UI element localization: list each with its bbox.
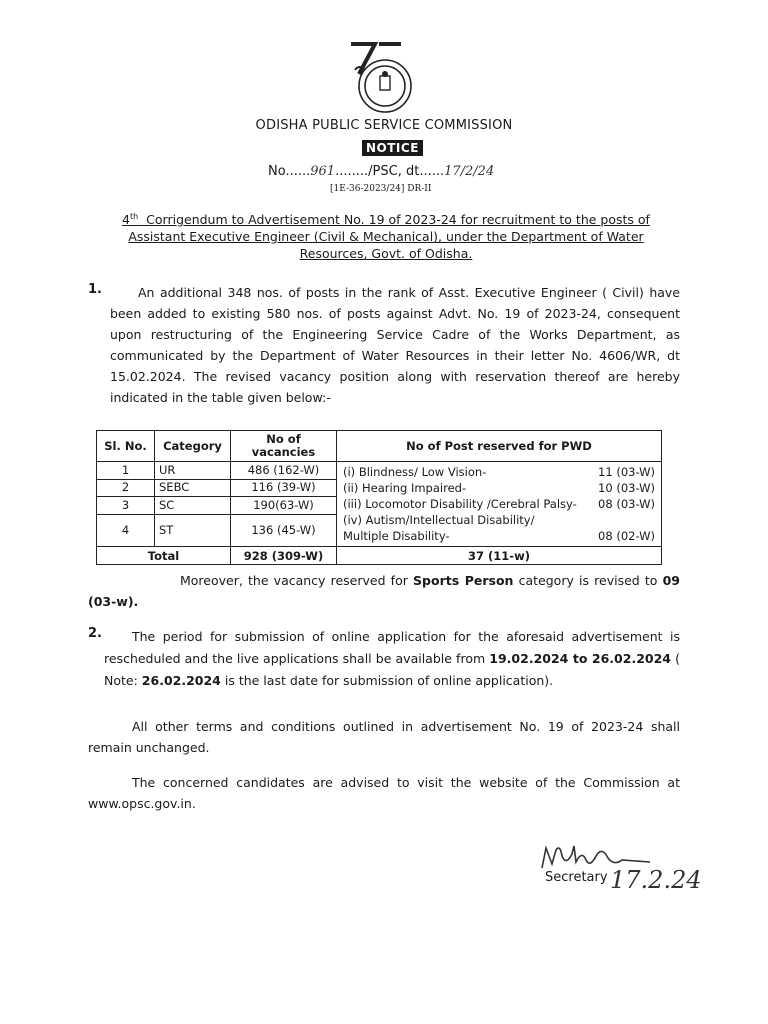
notice-number: 961: [310, 164, 336, 179]
no-prefix: No: [268, 164, 286, 179]
th-vacancies: No of vacancies: [231, 431, 337, 462]
notice-label: NOTICE: [362, 140, 423, 156]
para2-number: 2.: [88, 626, 102, 641]
para3-text: All other terms and conditions outlined in advertisement No. 19 of 2023-24 shall remain unchanged.: [88, 719, 680, 755]
file-reference: [1E-36-2023/24] DR-II: [330, 184, 432, 194]
th-pwd: No of Post reserved for PWD: [337, 431, 662, 462]
para1-text: An additional 348 nos. of posts in the rank of Asst. Executive Engineer ( Civil) have been added to existing 580 nos. of posts against Advt. No. 19 of 2023-24, consequent upon restructuring of the Engineering Service Cadre of the Works Department, as communicated by the Department of Water Resources in their letter No. 4606/WR, dt 15.02.2024. The revised vacancy position along with reservation thereof are hereby indicated in the table given below:-: [110, 285, 680, 405]
table-row: 1 UR 486 (162-W) (i) Blindness/ Low Vision- 11 (03-W) (ii) Hearing Impaired- 10 (03-W) (iii) Locomotor Disability /Cerebral Palsy- 08 (03-W) (iv) Autism/Intellectual Disability/ Multiple Disability- 08 (02-W): [97, 462, 662, 480]
table-total-row: Total 928 (309-W) 37 (11-w): [97, 547, 662, 565]
table-row: 3 SC 190(63-W): [97, 497, 662, 515]
organization-name: ODISHA PUBLIC SERVICE COMMISSION: [255, 118, 513, 133]
vacancy-table: [96, 430, 662, 565]
th-sl-no: Sl. No.: [97, 431, 155, 462]
signature-date: 17.2.24: [610, 866, 702, 894]
opsc-75-logo: [345, 40, 415, 118]
reference-line: No......961......../PSC, dt......17/2/24: [268, 164, 495, 179]
psc-dt-label: /PSC, dt: [368, 164, 420, 179]
th-category: Category: [155, 431, 231, 462]
pwd-breakdown-cell: (i) Blindness/ Low Vision- 11 (03-W) (ii) Hearing Impaired- 10 (03-W) (iii) Locomotor Disability /Cerebral Palsy- 08 (03-W) (iv) Autism/Intellectual Disability/ Multiple Disability- 08 (02-W): [337, 462, 662, 547]
sports-person-para: Moreover, the vacancy reserved for Sports Person category is revised to 09 (03-w).: [88, 573, 681, 609]
para4-text: The concerned candidates are advised to visit the website of the Commission at www.opsc.gov.in.: [88, 775, 680, 811]
signatory-title: Secretary: [545, 870, 608, 885]
table-row: 4 ST 136 (45-W): [97, 514, 662, 546]
subject-text: Corrigendum to Advertisement No. 19 of 2023-24 for recruitment to the posts of Assistant Executive Engineer (Civil & Mechanical), under the Department of Water Resources, Govt. of Odisha.: [128, 212, 650, 262]
para2-text: The period for submission of online application for the aforesaid advertisement is rescheduled and the live applications shall be available from 19.02.2024 to 26.02.2024 ( Note: 26.02.2024 is the last date for submission of online application).: [104, 629, 681, 688]
table-row: 2 SEBC 116 (39-W): [97, 479, 662, 497]
notice-date: 17/2/24: [444, 164, 495, 179]
para1-number: 1.: [88, 282, 102, 297]
subject-line: 4th Corrigendum to Advertisement No. 19 of 2023-24 for recruitment to the posts of Assistant Executive Engineer (Civil & Mechanical), under the Department of Water Resources, Govt. of Odisha.: [122, 212, 650, 262]
